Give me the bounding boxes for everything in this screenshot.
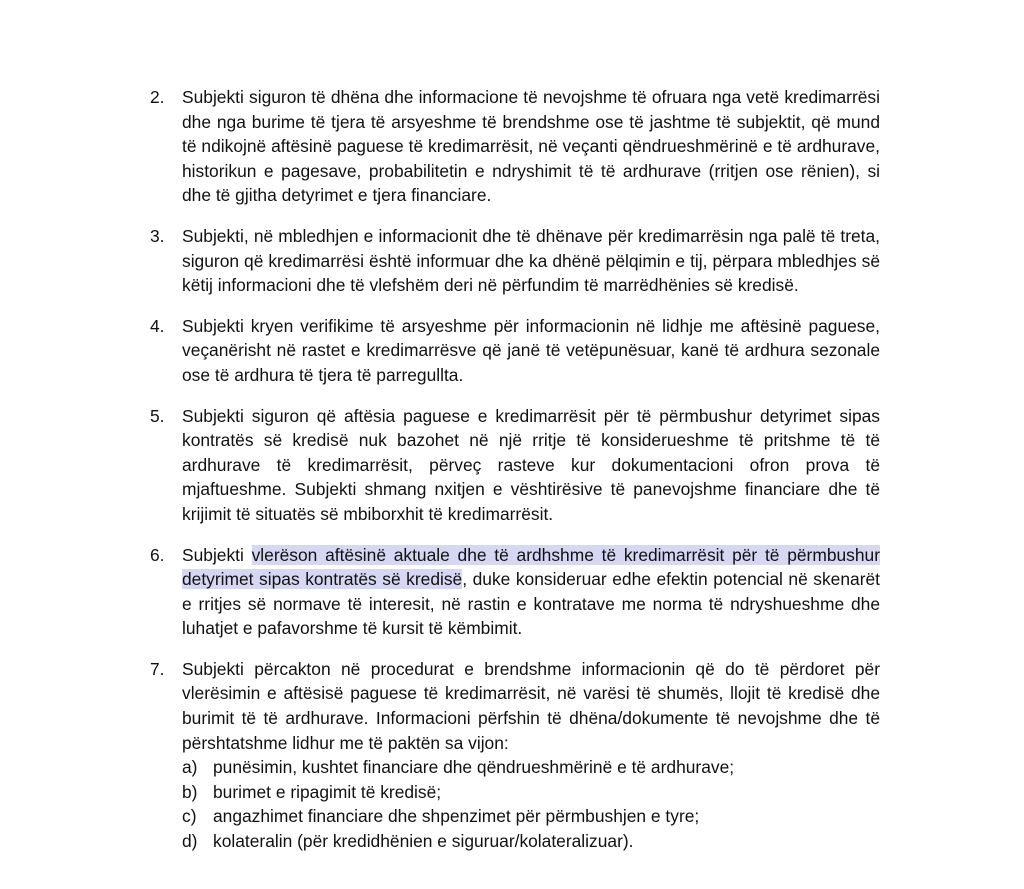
clause-number: 3.: [150, 225, 165, 246]
clause-number: 4.: [150, 315, 165, 336]
clause-number: 2.: [150, 87, 165, 107]
sub-item-list: [182, 755, 880, 853]
sub-item-c: [182, 804, 880, 829]
clause-6: [150, 543, 880, 641]
sub-item-text[interactable]: angazhimet financiare dhe shpenzimet për përmbushjen e tyre;: [213, 806, 700, 827]
clause-text[interactable]: Subjekti kryen verifikime të arsyeshme për informacionin në lidhje me aftësinë paguese, veçanërisht në rastet e kredimarrësve që janë të vetëpunësuar, kanë të ardhura sezonale ose të ardhura të tjera të parregullta.: [182, 315, 880, 385]
sub-item-b: [182, 780, 880, 805]
clause-number: 5.: [150, 405, 165, 426]
clause-7: [150, 657, 880, 854]
sub-item-text[interactable]: kolateralin (për kredidhënien e siguruar/kolateralizuar).: [213, 831, 634, 852]
sub-item-text[interactable]: burimet e ripagimit të kredisë;: [213, 781, 442, 802]
clause-number: 7.: [150, 658, 165, 679]
clause-number: 6.: [150, 544, 165, 565]
sub-item-marker: a): [182, 757, 198, 778]
clause-text[interactable]: Subjekti përcakton në procedurat e brendshme informacionin që do të përdoret për vlerësimin e aftësisë paguese të kredimarrësit, në varësi të shumës, llojit të kredisë dhe burimit të të ardhurave. Informacioni përfshin të dhëna/dokumente të nevojshme dhe të përshtatshme lidhur me të paktën sa vijon:: [182, 658, 880, 753]
sub-item-text[interactable]: punësimin, kushtet financiare dhe qëndrueshmërinë e të ardhurave;: [213, 757, 735, 778]
clause-list: [150, 85, 880, 854]
sub-item-d: [182, 829, 880, 854]
clause-4: [150, 314, 880, 388]
sub-item-a: [182, 755, 880, 780]
sub-item-marker: b): [182, 781, 198, 802]
sub-item-marker: c): [182, 806, 197, 827]
clause-text[interactable]: Subjekti, në mbledhjen e informacionit dhe të dhënave për kredimarrësin nga palë të treta, siguron që kredimarrësi është informuar dhe ka dhënë pëlqimin e tij, përpara mbledhjes së këtij informacioni dhe të vlefshëm deri në përfundim të marrëdhënies së kredisë.: [182, 225, 880, 296]
clause-text-before[interactable]: Subjekti: [182, 544, 252, 565]
clause-5: [150, 404, 880, 527]
clause-text[interactable]: Subjekti siguron të dhëna dhe informacione të nevojshme të ofruara nga vetë kredimarrësi dhe nga burime të tjera të arsyeshme të brendshme ose të jashtme të subjektit, që mund të ndikojnë aftësinë paguese të kredimarrësit, në veçanti qëndrueshmërinë e të ardhurave, historikun e pagesave, probabilitetin e ndryshimit të të ardhurave (rritjen ose rënien), si dhe të gjitha detyrimet e tjera financiare.: [182, 87, 880, 206]
highlighted-selection[interactable]: vlerëson aftësinë aktuale dhe të ardhshme të kredimarrësit për të përmbushur detyrimet sipas kontratës së kredisë: [182, 544, 880, 590]
clause-3: [150, 224, 880, 298]
sub-item-marker: d): [182, 831, 198, 852]
clause-2: [150, 85, 880, 208]
clause-text-after[interactable]: , duke konsideruar edhe efektin potencial në skenarët e rritjes së normave të interesit, në rastin e kontratave me norma të ndryshueshme dhe luhatjet e pafavorshme të kursit të këmbimit.: [182, 569, 880, 639]
clause-text[interactable]: Subjekti siguron që aftësia paguese e kredimarrësit për të përmbushur detyrimet sipas kontratës së kredisë nuk bazohet në një rritje të konsiderueshme të pritshme të të ardhurave të kredimarrësit, përveç rasteve kur dokumentacioni ofron prova të mjaftueshme. Subjekti shmang nxitjen e vështirësive të panevojshme financiare dhe të krijimit të situatës së mbiborxhit të kredimarrësit.: [182, 405, 880, 524]
